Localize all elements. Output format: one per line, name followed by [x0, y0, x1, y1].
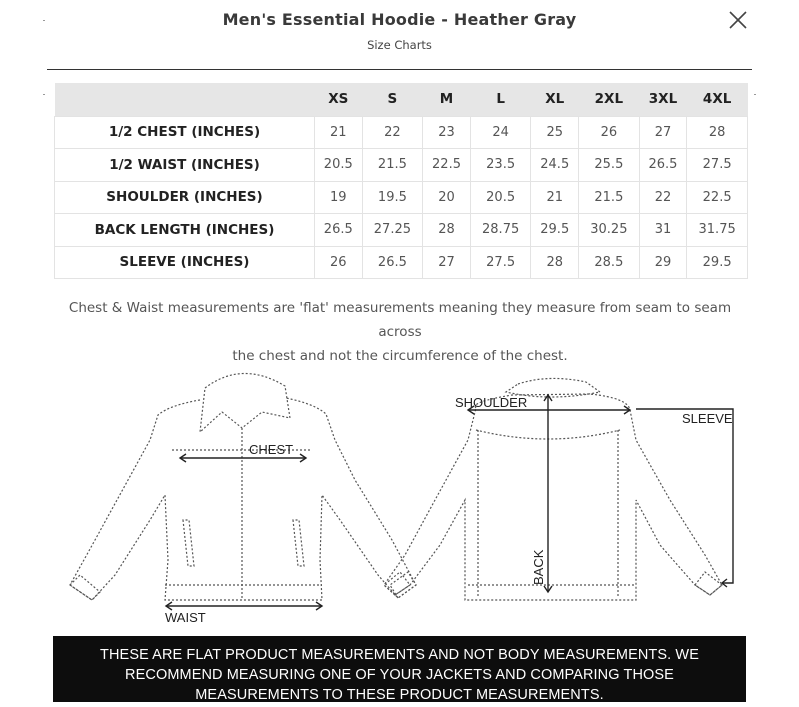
table-row [55, 214, 748, 247]
table-cell: 21.5 [362, 149, 423, 182]
table-cell: 24 [470, 116, 531, 149]
header-empty-cell [55, 83, 315, 116]
note-line: Chest & Waist measurements are 'flat' measurements meaning they measure from seam to seam across [68, 300, 732, 340]
table-cell: 22.5 [687, 181, 748, 214]
row-label: 1/2 WAIST (INCHES) [55, 149, 315, 182]
table-row [55, 181, 748, 214]
table-cell: 25.5 [579, 149, 640, 182]
table-cell: 28 [687, 116, 748, 149]
table-cell: 19 [315, 181, 363, 214]
table-cell: 31 [639, 214, 687, 247]
size-header: M [423, 83, 471, 116]
size-chart-table [54, 83, 748, 279]
table-cell: 21 [531, 181, 579, 214]
table-row [55, 246, 748, 279]
stray-dot [43, 94, 45, 95]
table-row [55, 116, 748, 149]
table-cell: 29 [639, 246, 687, 279]
table-cell: 26 [579, 116, 640, 149]
table-cell: 27 [423, 246, 471, 279]
size-header: 2XL [579, 83, 640, 116]
table-cell: 28.5 [579, 246, 640, 279]
shoulder-label: SHOULDER [455, 395, 528, 410]
header-divider [47, 69, 752, 70]
row-label: 1/2 CHEST (INCHES) [55, 116, 315, 149]
stray-dot [754, 94, 756, 95]
table-cell: 29.5 [687, 246, 748, 279]
size-header: L [470, 83, 531, 116]
measurement-diagram [0, 355, 799, 630]
size-header: XS [315, 83, 363, 116]
back-jacket-illustration [384, 378, 722, 600]
table-cell: 21 [315, 116, 363, 149]
table-cell: 20.5 [315, 149, 363, 182]
table-cell: 22 [639, 181, 687, 214]
table-cell: 27.5 [687, 149, 748, 182]
table-cell: 27.5 [470, 246, 531, 279]
table-header-row [55, 83, 748, 116]
size-header: XL [531, 83, 579, 116]
table-cell: 26.5 [362, 246, 423, 279]
table-cell: 30.25 [579, 214, 640, 247]
table-cell: 28 [531, 246, 579, 279]
banner-line: MEASUREMENTS TO THESE PRODUCT MEASUREMENTS. [195, 687, 604, 703]
close-icon [726, 8, 750, 32]
table-cell: 31.75 [687, 214, 748, 247]
size-header: S [362, 83, 423, 116]
table-cell: 22.5 [423, 149, 471, 182]
table-cell: 23.5 [470, 149, 531, 182]
table-cell: 28.75 [470, 214, 531, 247]
chest-label: CHEST [249, 442, 294, 457]
table-cell: 20 [423, 181, 471, 214]
banner-line: RECOMMEND MEASURING ONE OF YOUR JACKETS AND COMPARING THOSE [125, 667, 674, 683]
table-cell: 26.5 [639, 149, 687, 182]
modal-title: Men's Essential Hoodie - Heather Gray [222, 10, 577, 29]
table-cell: 27 [639, 116, 687, 149]
close-button[interactable] [726, 8, 750, 32]
sleeve-label: SLEEVE [682, 411, 733, 426]
table-cell: 26.5 [315, 214, 363, 247]
table-cell: 25 [531, 116, 579, 149]
table-cell: 20.5 [470, 181, 531, 214]
table-cell: 28 [423, 214, 471, 247]
waist-label: WAIST [165, 610, 206, 625]
table-cell: 29.5 [531, 214, 579, 247]
size-header: 3XL [639, 83, 687, 116]
table-cell: 26 [315, 246, 363, 279]
back-label: BACK [531, 549, 546, 585]
table-cell: 21.5 [579, 181, 640, 214]
stray-dot [43, 20, 45, 21]
note-line: the chest and not the circumference of the chest. [232, 348, 568, 364]
row-label: SLEEVE (INCHES) [55, 246, 315, 279]
modal-subtitle: Size Charts [367, 38, 432, 52]
row-label: BACK LENGTH (INCHES) [55, 214, 315, 247]
table-cell: 19.5 [362, 181, 423, 214]
table-row [55, 149, 748, 182]
table-cell: 23 [423, 116, 471, 149]
banner-line: THESE ARE FLAT PRODUCT MEASUREMENTS AND NOT BODY MEASUREMENTS. WE [100, 647, 699, 663]
front-jacket-illustration [70, 373, 416, 600]
disclaimer-banner [53, 636, 746, 702]
table-cell: 27.25 [362, 214, 423, 247]
size-header: 4XL [687, 83, 748, 116]
table-cell: 22 [362, 116, 423, 149]
row-label: SHOULDER (INCHES) [55, 181, 315, 214]
table-cell: 24.5 [531, 149, 579, 182]
